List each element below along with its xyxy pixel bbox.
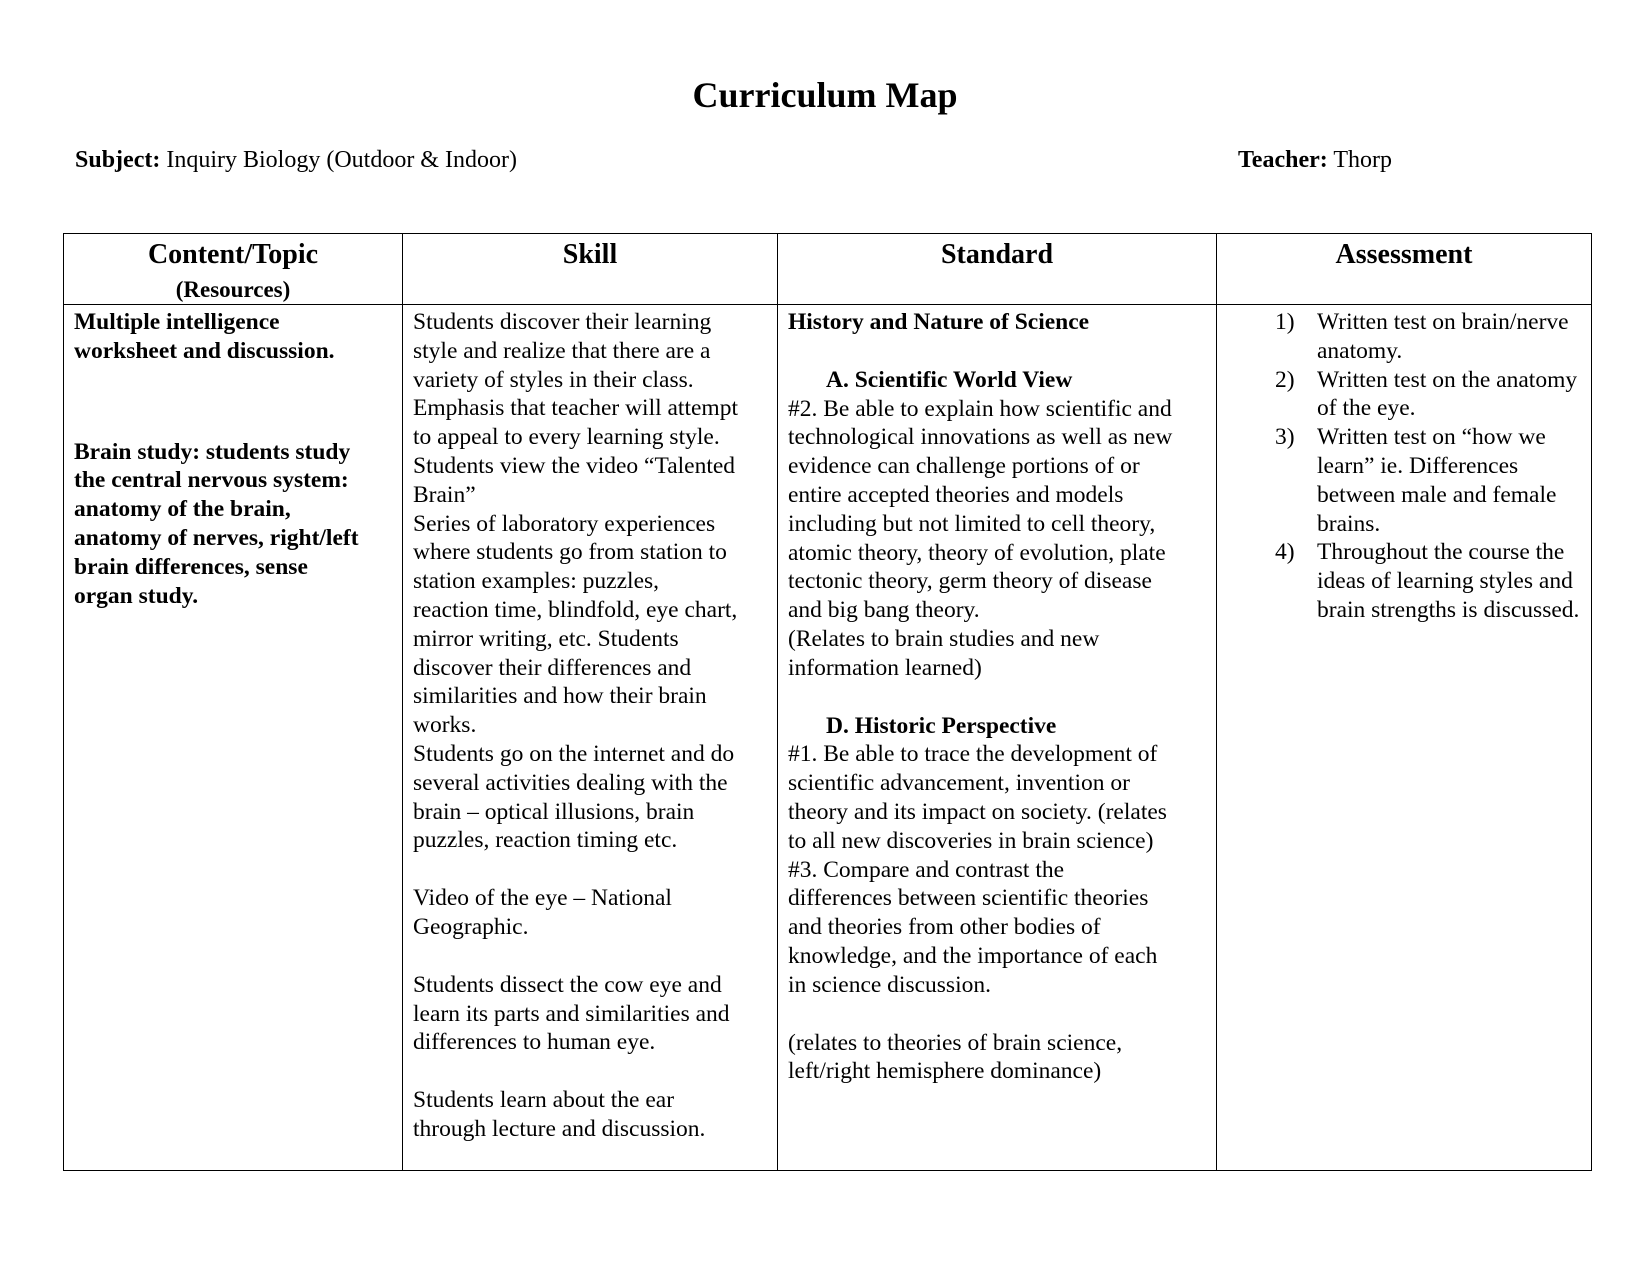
assessment-cell <box>1217 305 1592 1171</box>
list-number: 4) <box>1275 539 1295 566</box>
skill-paragraph: Students discover their learning style and realize that there are a variety of styles in their class. Emphasis that teacher will attempt to appeal to every learning style. Students view the video “Talented Brain” Series of laboratory experiences where students go from station to station examples: puzzles, reaction time, blindfold, eye chart, mirror writing, etc. Students discover their differences and similarities and how their brain works. Students go on the internet and do several activities dealing with the brain – optical illusions, brain puzzles, reaction timing etc. <box>413 309 738 854</box>
page-title: Curriculum Map <box>692 75 958 115</box>
teacher-label: Teacher: <box>1238 147 1328 173</box>
header-skill-label: Skill <box>562 239 618 270</box>
header-standard-label: Standard <box>940 239 1054 270</box>
standard-text: (relates to theories of brain science, left/right hemisphere dominance) <box>788 1029 1123 1085</box>
standard-subheading: D. Historic Perspective <box>826 712 1057 739</box>
standard-heading: History and Nature of Science <box>788 309 1090 335</box>
standard-cell <box>778 305 1217 1171</box>
standard-subheading: A. Scientific World View <box>826 366 1073 393</box>
content-item: Brain study: students study the central nervous system: anatomy of the brain, anatomy of nerves, right/left brain differences, sense organ study. <box>74 438 359 609</box>
list-item <box>1229 538 1583 624</box>
skill-paragraph: Students dissect the cow eye and learn its parts and similarities and differences to human eye. <box>413 971 730 1056</box>
teacher-value: Thorp <box>1333 147 1392 173</box>
list-item <box>1229 423 1583 538</box>
subject-label: Subject: <box>75 147 161 173</box>
teacher-line <box>1238 146 1392 175</box>
list-text: Written test on brain/nerve anatomy. <box>1317 309 1569 364</box>
skill-paragraph: Students learn about the ear through lecture and discussion. <box>413 1087 706 1142</box>
list-number: 1) <box>1275 309 1295 335</box>
content-item: Multiple intelligence worksheet and discussion. <box>74 309 335 364</box>
header-assessment <box>1217 234 1592 305</box>
standard-text: #2. Be able to explain how scientific and technological innovations as well as new evidence can challenge portions of or entire accepted theories and models including but not limited to cell theory, atomic theory, theory of evolution, plate tectonic theory, germ theory of disease and big bang theory. (Relates to brain studies and new information learned) <box>788 395 1173 681</box>
subject-line <box>75 146 517 175</box>
header-standard <box>778 234 1217 305</box>
header-content-label: Content/Topic <box>147 239 319 270</box>
skill-paragraph: Video of the eye – National Geographic. <box>413 885 672 940</box>
list-item <box>1229 366 1583 424</box>
header-skill <box>403 234 778 305</box>
assessment-list <box>1229 308 1583 625</box>
list-number: 2) <box>1275 366 1295 393</box>
subject-value: Inquiry Biology (Outdoor & Indoor) <box>166 147 517 173</box>
skill-cell <box>403 305 778 1171</box>
list-text: Written test on “how we learn” ie. Differences between male and female brains. <box>1317 424 1557 537</box>
content-cell <box>64 305 403 1171</box>
standard-text: #1. Be able to trace the development of scientific advancement, invention or theory and its impact on society. (relates to all new discoveries in brain science) #3. Compare and contrast the differences between scientific theories and theories from other bodies of knowledge, and the importance of each in science discussion. <box>788 741 1167 998</box>
header-content-sub: (Resources) <box>175 276 291 302</box>
list-number: 3) <box>1275 424 1295 451</box>
table-header-row <box>64 234 1592 305</box>
table-row <box>64 305 1592 1171</box>
list-text: Written test on the anatomy of the eye. <box>1317 366 1578 422</box>
header-content-topic <box>64 234 403 305</box>
list-item <box>1229 308 1583 366</box>
header-assessment-label: Assessment <box>1335 239 1473 270</box>
curriculum-table <box>63 233 1592 1171</box>
list-text: Throughout the course the ideas of learning styles and brain strengths is discussed. <box>1317 539 1580 623</box>
